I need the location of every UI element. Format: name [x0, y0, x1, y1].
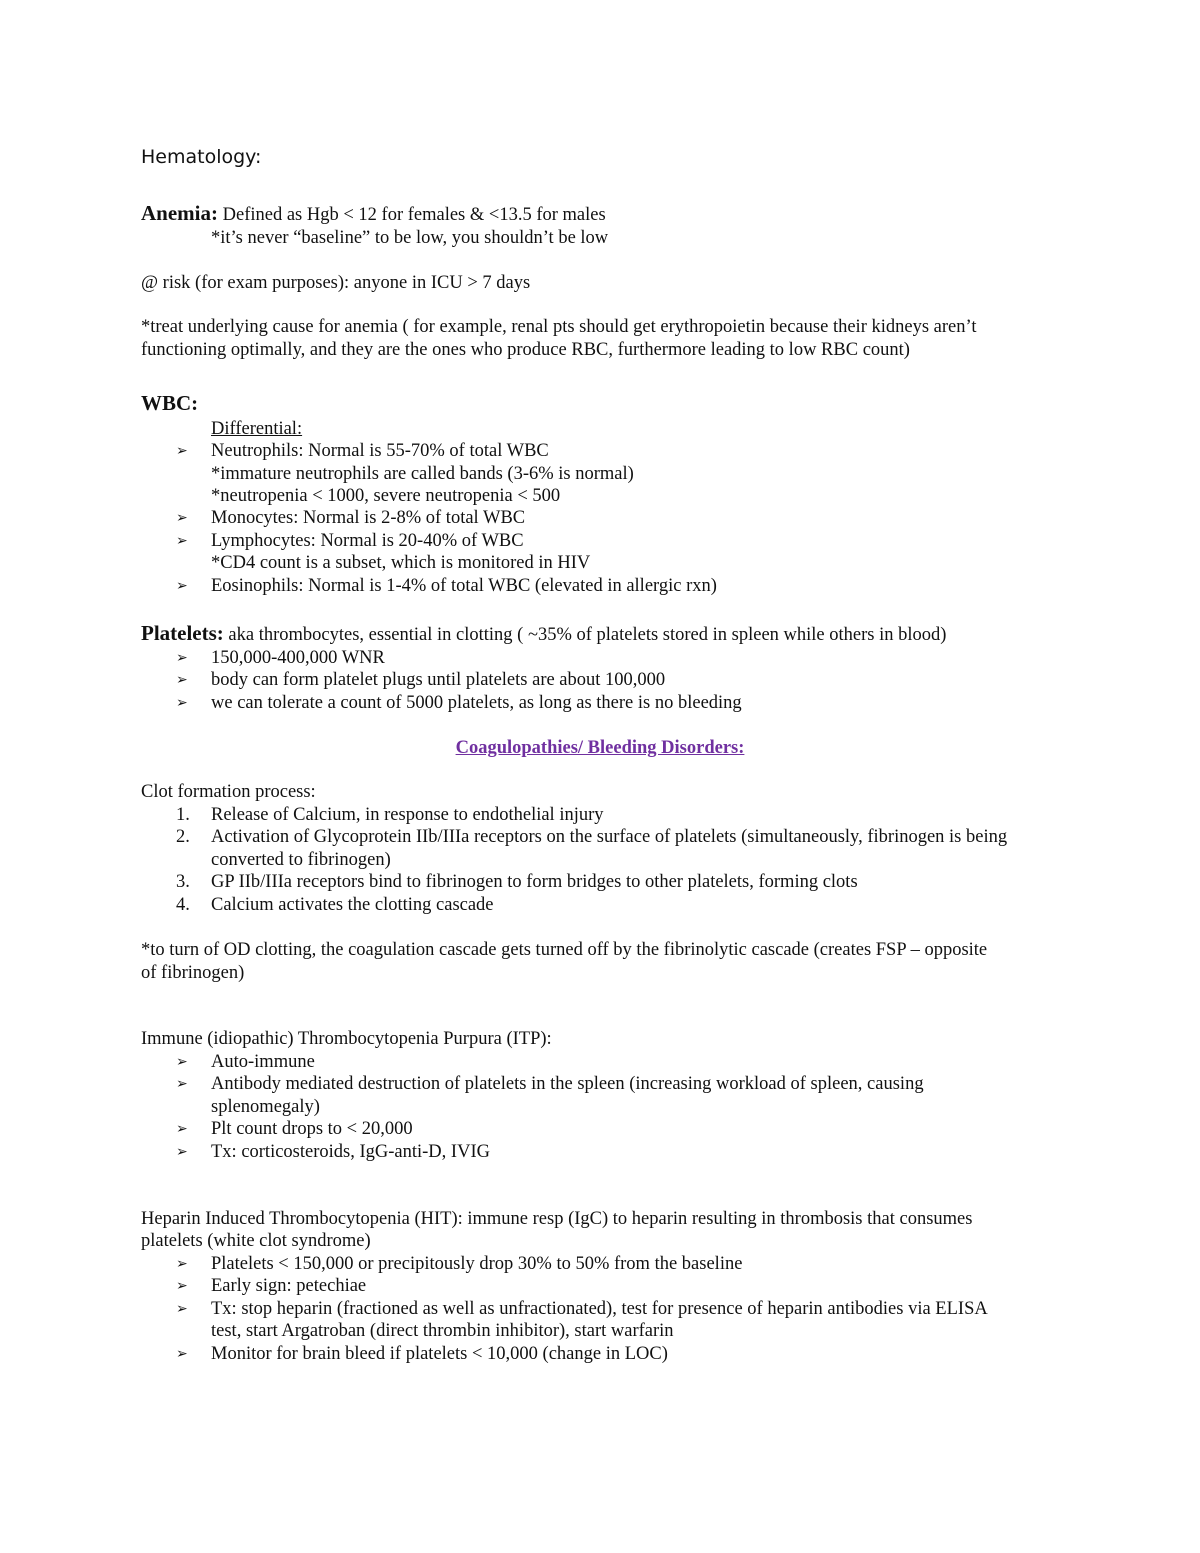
platelets-heading: Platelets:	[141, 621, 224, 645]
bullet-icon: ➢	[176, 695, 188, 711]
bullet-icon: ➢	[176, 1301, 188, 1317]
bullet-icon: ➢	[176, 1256, 188, 1272]
hit-item: Platelets < 150,000 or precipitously drop 30% to 50% from the baseline	[211, 1254, 743, 1274]
platelets-item: 150,000-400,000 WNR	[211, 648, 385, 668]
platelets-intro-line	[141, 622, 946, 646]
clot-turnoff-line-1: *to turn of OD clotting, the coagulation cascade gets turned off by the fibrinolytic cascade (creates FSP – opposite	[141, 940, 988, 960]
step-number: 1.	[176, 805, 190, 825]
wbc-bands-note: *immature neutrophils are called bands (3-6% is normal)	[211, 464, 634, 484]
clot-step-4: Calcium activates the clotting cascade	[211, 895, 494, 915]
anemia-treat-line-2: functioning optimally, and they are the ones who produce RBC, furthermore leading to low RBC count)	[141, 340, 910, 360]
platelets-item: body can form platelet plugs until platelets are about 100,000	[211, 670, 666, 690]
anemia-treat-line-1: *treat underlying cause for anemia ( for example, renal pts should get erythropoietin because their kidneys aren’t	[141, 317, 977, 337]
wbc-heading: WBC:	[141, 391, 199, 415]
wbc-neutropenia-note: *neutropenia < 1000, severe neutropenia < 500	[211, 486, 561, 506]
anemia-note: *it’s never “baseline” to be low, you shouldn’t be low	[211, 228, 609, 248]
page-title: Hematology:	[141, 146, 262, 168]
anemia-definition: Defined as Hgb < 12 for females & <13.5 for males	[222, 205, 606, 225]
anemia-definition-line	[141, 202, 606, 226]
itp-item: Antibody mediated destruction of platelets in the spleen (increasing workload of spleen, causing	[211, 1074, 924, 1094]
hit-heading-line-1: Heparin Induced Thrombocytopenia (HIT): immune resp (IgC) to heparin resulting in thrombosis that consumes	[141, 1209, 973, 1229]
bullet-icon: ➢	[176, 533, 188, 549]
bullet-icon: ➢	[176, 1144, 188, 1160]
hit-item: Monitor for brain bleed if platelets < 10,000 (change in LOC)	[211, 1344, 668, 1364]
wbc-differential-label: Differential:	[211, 419, 303, 439]
platelets-intro: aka thrombocytes, essential in clotting ( ~35% of platelets stored in spleen while others in blood)	[228, 625, 947, 645]
wbc-monocytes: Monocytes: Normal is 2-8% of total WBC	[211, 508, 526, 528]
itp-item: Tx: corticosteroids, IgG-anti-D, IVIG	[211, 1142, 490, 1162]
hit-item: Early sign: petechiae	[211, 1276, 367, 1296]
wbc-cd4-note: *CD4 count is a subset, which is monitored in HIV	[211, 553, 591, 573]
clot-step-2-continued: converted to fibrinogen)	[211, 850, 391, 870]
bullet-icon: ➢	[176, 1076, 188, 1092]
itp-item: Plt count drops to < 20,000	[211, 1119, 413, 1139]
step-number: 4.	[176, 895, 190, 915]
step-number: 3.	[176, 872, 190, 892]
clot-formation-intro: Clot formation process:	[141, 782, 316, 802]
step-number: 2.	[176, 827, 190, 847]
wbc-eosinophils: Eosinophils: Normal is 1-4% of total WBC (elevated in allergic rxn)	[211, 576, 717, 596]
bullet-icon: ➢	[176, 578, 188, 594]
itp-item-continued: splenomegaly)	[211, 1097, 320, 1117]
bullet-icon: ➢	[176, 1054, 188, 1070]
clot-step-2: Activation of Glycoprotein IIb/IIIa receptors on the surface of platelets (simultaneously, fibrinogen is being	[211, 827, 1008, 847]
bullet-icon: ➢	[176, 650, 188, 666]
bullet-icon: ➢	[176, 443, 188, 459]
hit-item: Tx: stop heparin (fractioned as well as unfractionated), test for presence of heparin antibodies via ELISA	[211, 1299, 988, 1319]
wbc-lymphocytes: Lymphocytes: Normal is 20-40% of WBC	[211, 531, 524, 551]
itp-item: Auto-immune	[211, 1052, 315, 1072]
clot-step-3: GP IIb/IIIa receptors bind to fibrinogen to form bridges to other platelets, forming clots	[211, 872, 858, 892]
bullet-icon: ➢	[176, 672, 188, 688]
hit-item-continued: test, start Argatroban (direct thrombin inhibitor), start warfarin	[211, 1321, 674, 1341]
bullet-icon: ➢	[176, 510, 188, 526]
itp-heading: Immune (idiopathic) Thrombocytopenia Purpura (ITP):	[141, 1029, 552, 1049]
bullet-icon: ➢	[176, 1346, 188, 1362]
wbc-neutrophils: Neutrophils: Normal is 55-70% of total WBC	[211, 441, 549, 461]
bullet-icon: ➢	[176, 1121, 188, 1137]
hit-heading-line-2: platelets (white clot syndrome)	[141, 1231, 371, 1251]
platelets-item: we can tolerate a count of 5000 platelets, as long as there is no bleeding	[211, 693, 742, 713]
clot-turnoff-line-2: of fibrinogen)	[141, 963, 245, 983]
anemia-risk: @ risk (for exam purposes): anyone in ICU > 7 days	[141, 273, 531, 293]
bullet-icon: ➢	[176, 1278, 188, 1294]
clot-step-1: Release of Calcium, in response to endothelial injury	[211, 805, 604, 825]
anemia-heading: Anemia:	[141, 201, 218, 225]
coagulopathies-title: Coagulopathies/ Bleeding Disorders:	[455, 738, 745, 758]
